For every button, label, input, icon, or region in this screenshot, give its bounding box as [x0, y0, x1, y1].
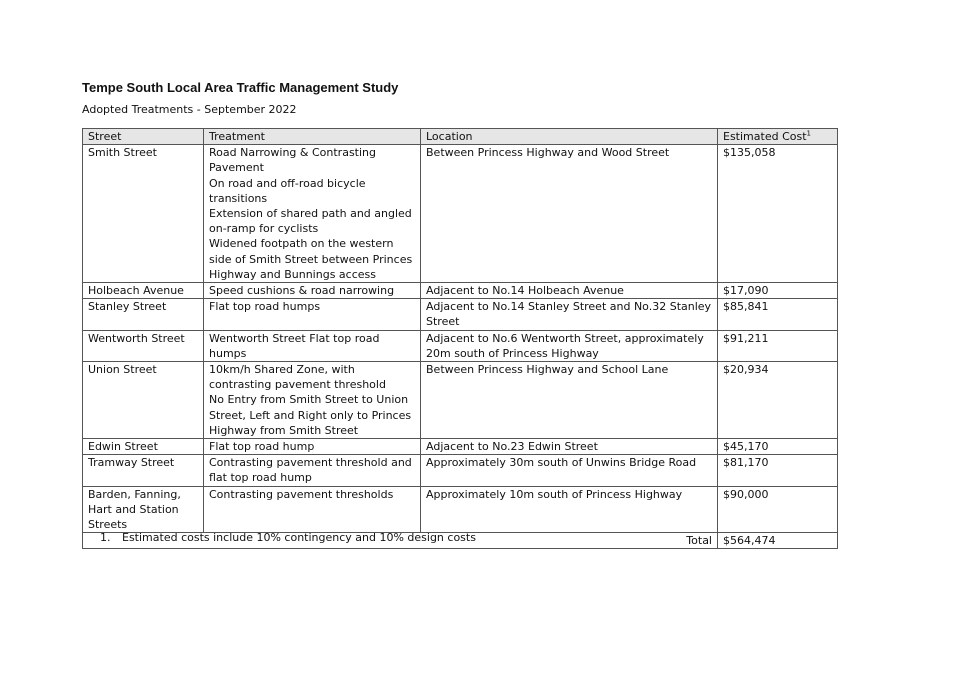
- location-cell: Adjacent to No.14 Holbeach Avenue: [421, 283, 718, 299]
- treatment-cell: [204, 362, 421, 439]
- street-cell-line: Smith Street: [88, 146, 157, 160]
- footnote-text: Estimated costs include 10% contingency and 10% design costs: [122, 531, 476, 544]
- street-cell: [83, 439, 204, 455]
- street-cell-line: Stanley Street: [88, 300, 167, 314]
- location-cell: Approximately 30m south of Unwins Bridge Road: [421, 455, 718, 486]
- cost-cell: $91,211: [718, 330, 838, 361]
- location-cell: Between Princess Highway and School Lane: [421, 362, 718, 439]
- table-row: [83, 299, 838, 330]
- location-cell: Approximately 10m south of Princess Highway: [421, 486, 718, 533]
- treatment-cell: [204, 330, 421, 361]
- treatment-cell-line: No Entry from Smith Street to Union Street, Left and Right only to Princes Highway from Smith Street: [209, 393, 412, 437]
- treatments-table: [82, 128, 838, 549]
- street-cell: [83, 362, 204, 439]
- treatment-cell: [204, 455, 421, 486]
- total-value: $564,474: [718, 533, 838, 549]
- table-row: [83, 362, 838, 439]
- treatment-cell: [204, 486, 421, 533]
- street-cell: [83, 299, 204, 330]
- footnote-reference: 1: [806, 129, 811, 138]
- treatment-cell-line: Wentworth Street Flat top road humps: [209, 331, 380, 360]
- location-cell: Adjacent to No.14 Stanley Street and No.32 Stanley Street: [421, 299, 718, 330]
- header-location: Location: [421, 129, 718, 145]
- cost-cell: $17,090: [718, 283, 838, 299]
- cost-cell: $81,170: [718, 455, 838, 486]
- table-row: [83, 455, 838, 486]
- header-estimated-cost: [718, 129, 838, 145]
- cost-cell: $85,841: [718, 299, 838, 330]
- treatment-cell-line: Road Narrowing & Contrasting Pavement: [209, 146, 376, 175]
- street-cell: [83, 283, 204, 299]
- header-street: Street: [83, 129, 204, 145]
- street-cell: [83, 330, 204, 361]
- header-cost-label: Estimated Cost: [723, 130, 807, 143]
- location-cell: Adjacent to No.6 Wentworth Street, approximately 20m south of Princess Highway: [421, 330, 718, 361]
- header-treatment: Treatment: [204, 129, 421, 145]
- treatment-cell-line: Contrasting pavement thresholds: [209, 487, 394, 501]
- street-cell: [83, 486, 204, 533]
- street-cell-line: Edwin Street: [88, 440, 158, 454]
- treatment-cell: [204, 145, 421, 283]
- treatment-cell-line: On road and off-road bicycle transitions: [209, 176, 366, 205]
- document-title: Tempe South Local Area Traffic Management Study: [82, 80, 399, 95]
- table-row: [83, 330, 838, 361]
- street-cell: [83, 455, 204, 486]
- street-cell-line: Holbeach Avenue: [88, 284, 184, 298]
- treatment-cell: [204, 299, 421, 330]
- cost-cell: $90,000: [718, 486, 838, 533]
- street-cell-line: Barden, Fanning, Hart and Station Streets: [88, 487, 181, 532]
- treatment-cell-line: Extension of shared path and angled on-ramp for cyclists: [209, 207, 412, 236]
- treatment-cell: [204, 283, 421, 299]
- street-cell-line: Tramway Street: [88, 456, 175, 470]
- table-row: [83, 145, 838, 283]
- treatment-cell-line: Speed cushions & road narrowing: [209, 284, 395, 298]
- table-row: [83, 486, 838, 533]
- treatment-cell-line: Flat top road hump: [209, 440, 315, 454]
- treatment-cell-line: Contrasting pavement threshold and flat top road hump: [209, 456, 412, 485]
- street-cell-line: Union Street: [88, 363, 157, 377]
- treatment-cell: [204, 439, 421, 455]
- table-row: [83, 283, 838, 299]
- table-row: [83, 439, 838, 455]
- footnote: [100, 531, 476, 544]
- total-label: Total: [83, 533, 718, 549]
- location-cell: Between Princess Highway and Wood Street: [421, 145, 718, 283]
- treatment-cell-line: Widened footpath on the western side of Smith Street between Princes Highway and Bunnings access: [209, 237, 413, 281]
- table-body: [83, 145, 838, 533]
- location-cell: Adjacent to No.23 Edwin Street: [421, 439, 718, 455]
- document-subtitle: Adopted Treatments - September 2022: [82, 103, 297, 116]
- street-cell: [83, 145, 204, 283]
- cost-cell: $45,170: [718, 439, 838, 455]
- footnote-number: 1.: [100, 531, 111, 544]
- table-header-row: [83, 129, 838, 145]
- street-cell-line: Wentworth Street: [88, 331, 185, 345]
- treatment-cell-line: 10km/h Shared Zone, with contrasting pavement threshold: [209, 363, 386, 392]
- cost-cell: $20,934: [718, 362, 838, 439]
- treatment-cell-line: Flat top road humps: [209, 300, 321, 314]
- cost-cell: $135,058: [718, 145, 838, 283]
